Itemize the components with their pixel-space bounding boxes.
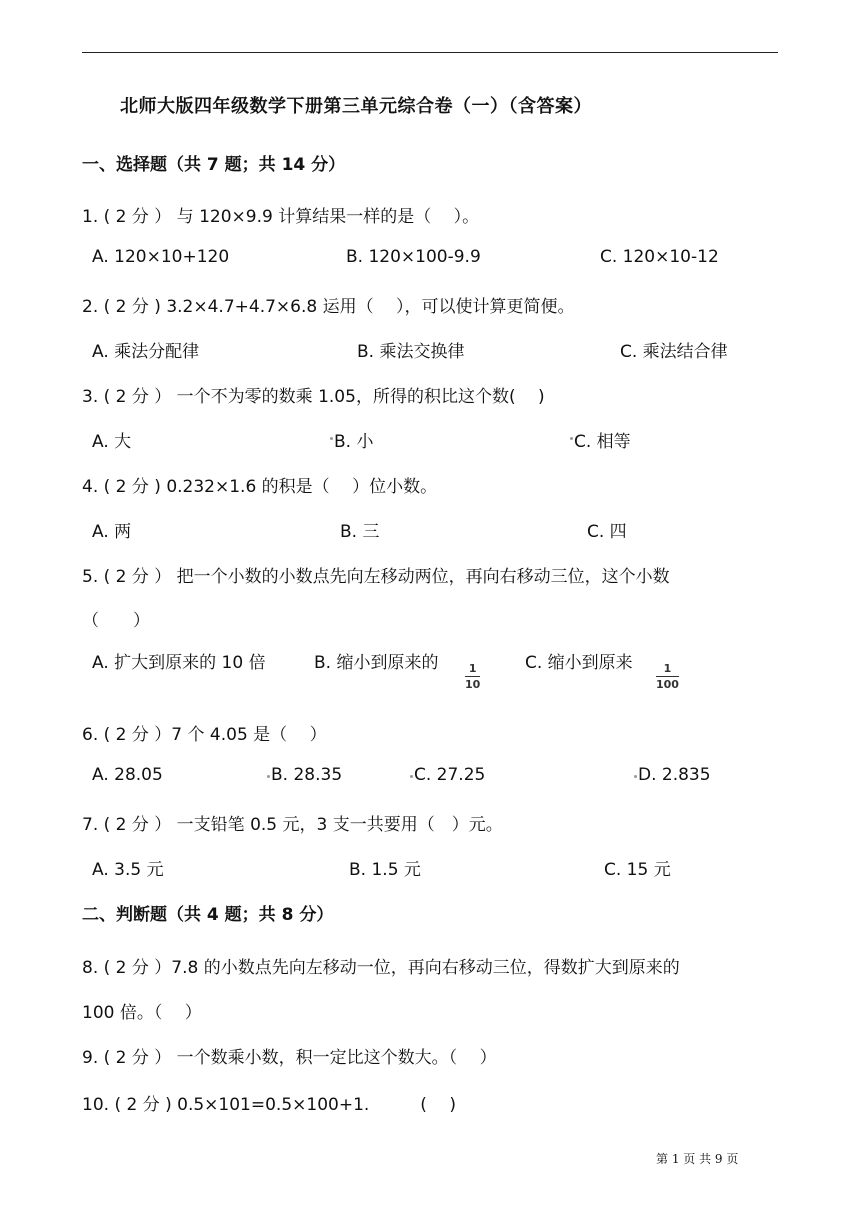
bullet-dot	[570, 437, 573, 440]
q1-option-b: B. 120×100-9.9	[346, 247, 481, 267]
q7-option-a: A. 3.5 元	[92, 860, 164, 880]
q1-option-a: A. 120×10+120	[92, 247, 230, 267]
header-rule	[82, 52, 778, 53]
question-6: 6. ( 2 分 ）7 个 4.05 是（ ）	[82, 725, 327, 745]
q7-option-b: B. 1.5 元	[349, 860, 421, 880]
question-10: 10. ( 2 分 ) 0.5×101=0.5×100+1. ( )	[82, 1095, 456, 1115]
q5-option-b: B. 缩小到原来的	[314, 653, 439, 673]
fraction-bar	[656, 676, 679, 677]
q3-option-b: B. 小	[334, 432, 374, 452]
question-8: 8. ( 2 分 ）7.8 的小数点先向左移动一位，再向右移动三位，得数扩大到原来的	[82, 958, 680, 978]
question-1: 1. ( 2 分 ） 与 120×9.9 计算结果一样的是（ ）。	[82, 207, 480, 227]
q6-option-a: A. 28.05	[92, 765, 163, 785]
fraction-numerator: 1	[468, 662, 477, 675]
q2-option-b: B. 乘法交换律	[357, 342, 465, 362]
q4-option-a: A. 两	[92, 522, 132, 542]
fraction-bar	[465, 676, 480, 677]
q5-fraction-c	[656, 662, 679, 691]
question-5-blank: （ ）	[82, 611, 150, 631]
bullet-dot	[410, 775, 413, 778]
page-title: 北师大版四年级数学下册第三单元综合卷（一）（含答案）	[120, 96, 592, 117]
q4-option-b: B. 三	[340, 522, 380, 542]
fraction-denominator: 10	[465, 678, 481, 691]
question-9: 9. ( 2 分 ） 一个数乘小数，积一定比这个数大。（ ）	[82, 1048, 497, 1068]
section-heading-choice: 一、选择题（共 7 题；共 14 分）	[82, 155, 346, 175]
question-3: 3. ( 2 分 ） 一个不为零的数乘 1.05，所得的积比这个数( )	[82, 387, 545, 407]
q5-fraction-b	[465, 662, 480, 691]
question-4: 4. ( 2 分 ) 0.232×1.6 的积是（ ）位小数。	[82, 477, 438, 497]
section-heading-judge: 二、判断题（共 4 题；共 8 分）	[82, 905, 334, 925]
question-5: 5. ( 2 分 ） 把一个小数的小数点先向左移动两位，再向右移动三位，这个小数	[82, 567, 670, 587]
bullet-dot	[267, 775, 270, 778]
q6-option-d: D. 2.835	[638, 765, 711, 785]
q5-option-c: C. 缩小到原来	[525, 653, 633, 673]
q6-option-c: C. 27.25	[414, 765, 486, 785]
q2-option-a: A. 乘法分配律	[92, 342, 200, 362]
page-number: 第 1 页 共 9 页	[656, 1152, 739, 1166]
question-2: 2. ( 2 分 ) 3.2×4.7+4.7×6.8 运用（ ），可以使计算更简便。	[82, 297, 575, 317]
q5-option-a: A. 扩大到原来的 10 倍	[92, 653, 266, 673]
q7-option-c: C. 15 元	[604, 860, 671, 880]
q4-option-c: C. 四	[587, 522, 627, 542]
question-8-line2: 100 倍。（ ）	[82, 1003, 202, 1023]
q6-option-b: B. 28.35	[271, 765, 343, 785]
q1-option-c: C. 120×10-12	[600, 247, 719, 267]
q2-option-c: C. 乘法结合律	[620, 342, 728, 362]
question-7: 7. ( 2 分 ） 一支铅笔 0.5 元，3 支一共要用（ ）元。	[82, 815, 503, 835]
q3-option-a: A. 大	[92, 432, 132, 452]
fraction-numerator: 1	[663, 662, 672, 675]
q3-option-c: C. 相等	[574, 432, 631, 452]
fraction-denominator: 100	[656, 678, 679, 691]
bullet-dot	[330, 437, 333, 440]
bullet-dot	[634, 775, 637, 778]
